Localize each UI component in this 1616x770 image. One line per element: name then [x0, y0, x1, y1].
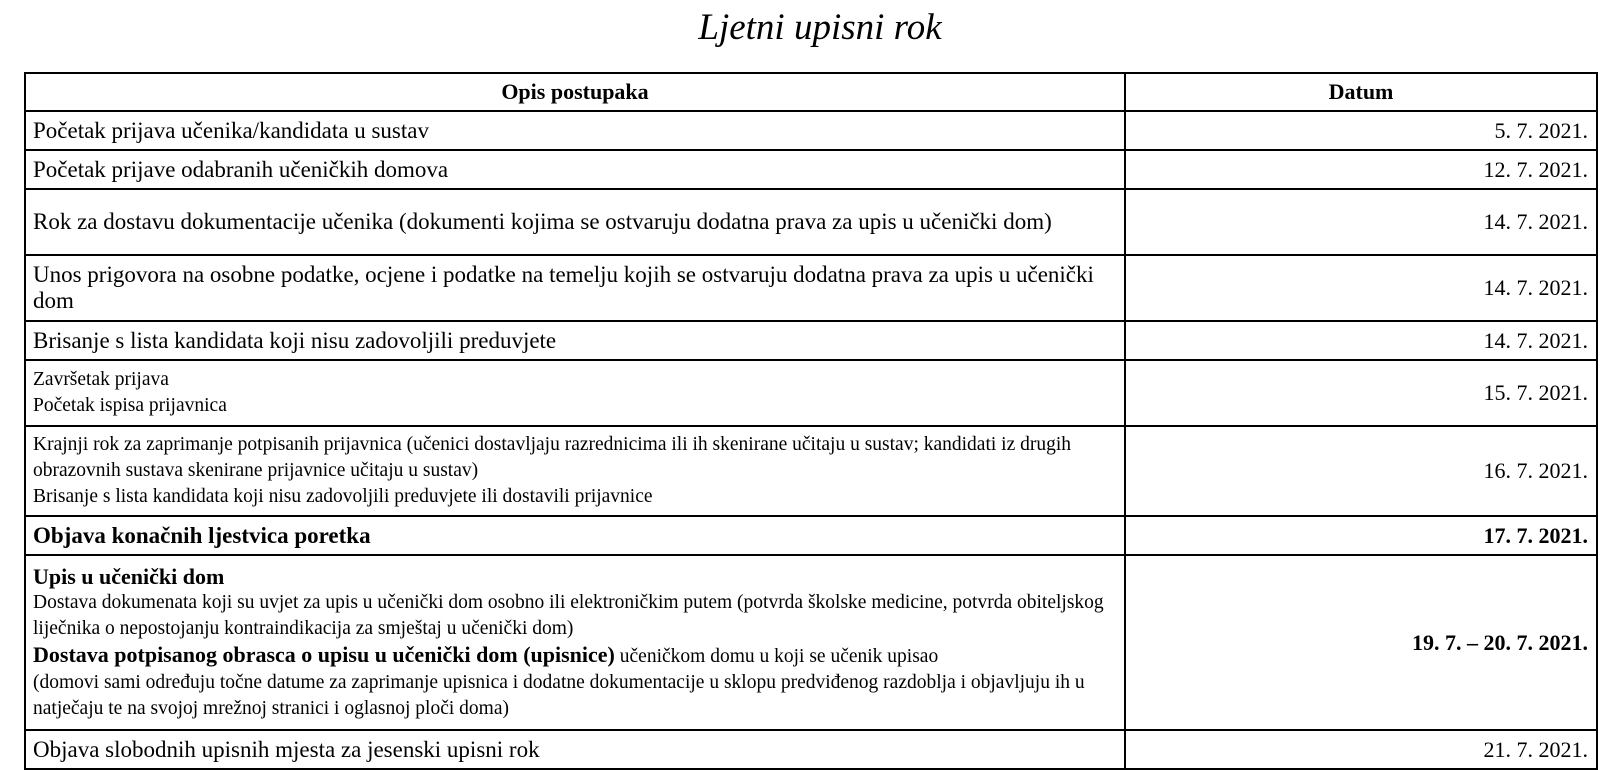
form-text-rest: učeničkom domu u koji se učenik upisao — [614, 645, 939, 667]
column-header-date: Datum — [1125, 73, 1597, 111]
row-line: Početak ispisa prijavnica — [33, 395, 227, 416]
row-date: 17. 7. 2021. — [1125, 516, 1597, 555]
row-line: Brisanje s lista kandidata koji nisu zadovoljili preduvjete ili dostavili prijavnice — [33, 486, 653, 507]
page-title: Ljetni upisni rok — [698, 7, 942, 48]
documents-text: Dostava dokumenata koji su uvjet za upis u učenički dom osobno ili elektroničkim putem (potvrda školske medicine, potvrda obiteljskog liječnika o nepostojanju kontraindikacija za smještaj u učenički dom) — [33, 591, 1104, 639]
row-description: Objava konačnih ljestvica poretka — [25, 516, 1125, 555]
row-line: Završetak prijava — [33, 369, 169, 390]
row-description: Brisanje s lista kandidata koji nisu zadovoljili preduvjete — [25, 321, 1125, 360]
note-text: (domovi sami određuju točne datume za zaprimanje upisnica i dodatne dokumentacije u sklopu predviđenog razdoblja i objavljuju ih u natječaju te na svojoj mrežnoj stranici i oglasnoj ploči doma) — [33, 671, 1085, 719]
row-date: 5. 7. 2021. — [1125, 111, 1597, 150]
schedule-table — [24, 72, 1598, 770]
row-description: Objava slobodnih upisnih mjesta za jesenski upisni rok — [25, 730, 1125, 769]
table-row — [25, 255, 1597, 321]
table-row — [25, 321, 1597, 360]
table-row — [25, 189, 1597, 255]
row-description — [25, 426, 1125, 516]
row-date: 21. 7. 2021. — [1125, 730, 1597, 769]
table-row — [25, 150, 1597, 189]
table-row — [25, 730, 1597, 769]
row-date: 12. 7. 2021. — [1125, 150, 1597, 189]
row-description — [25, 360, 1125, 426]
table-row — [25, 516, 1597, 555]
column-header-description: Opis postupaka — [25, 73, 1125, 111]
row-description: Početak prijave odabranih učeničkih domova — [25, 150, 1125, 189]
row-description: Unos prigovora na osobne podatke, ocjene i podatke na temelju kojih se ostvaruju dodatna prava za upis u učenički dom — [25, 255, 1125, 321]
row-date: 16. 7. 2021. — [1125, 426, 1597, 516]
row-date: 14. 7. 2021. — [1125, 321, 1597, 360]
enrollment-heading: Upis u učenički dom — [33, 563, 225, 589]
table-row — [25, 111, 1597, 150]
row-date: 14. 7. 2021. — [1125, 255, 1597, 321]
form-text — [33, 642, 1117, 670]
row-description: Rok za dostavu dokumentacije učenika (dokumenti kojima se ostvaruju dodatna prava za upis u učenički dom) — [25, 189, 1125, 255]
row-date: 14. 7. 2021. — [1125, 189, 1597, 255]
table-row — [25, 555, 1597, 730]
table-row — [25, 360, 1597, 426]
row-description: Početak prijava učenika/kandidata u sustav — [25, 111, 1125, 150]
row-description — [25, 555, 1125, 730]
table-header-row — [25, 73, 1597, 111]
table-row — [25, 426, 1597, 516]
form-text-bold: Dostava potpisanog obrasca o upisu u učenički dom (upisnice) — [33, 641, 615, 667]
row-date: 19. 7. – 20. 7. 2021. — [1125, 555, 1597, 730]
row-line: Krajnji rok za zaprimanje potpisanih prijavnica (učenici dostavljaju razrednicima ili ih skenirane učitaju u sustav; kandidati iz drugih obrazovnih sustava skenirane prijavnice učitaju u sustav) — [33, 434, 1072, 481]
row-date: 15. 7. 2021. — [1125, 360, 1597, 426]
